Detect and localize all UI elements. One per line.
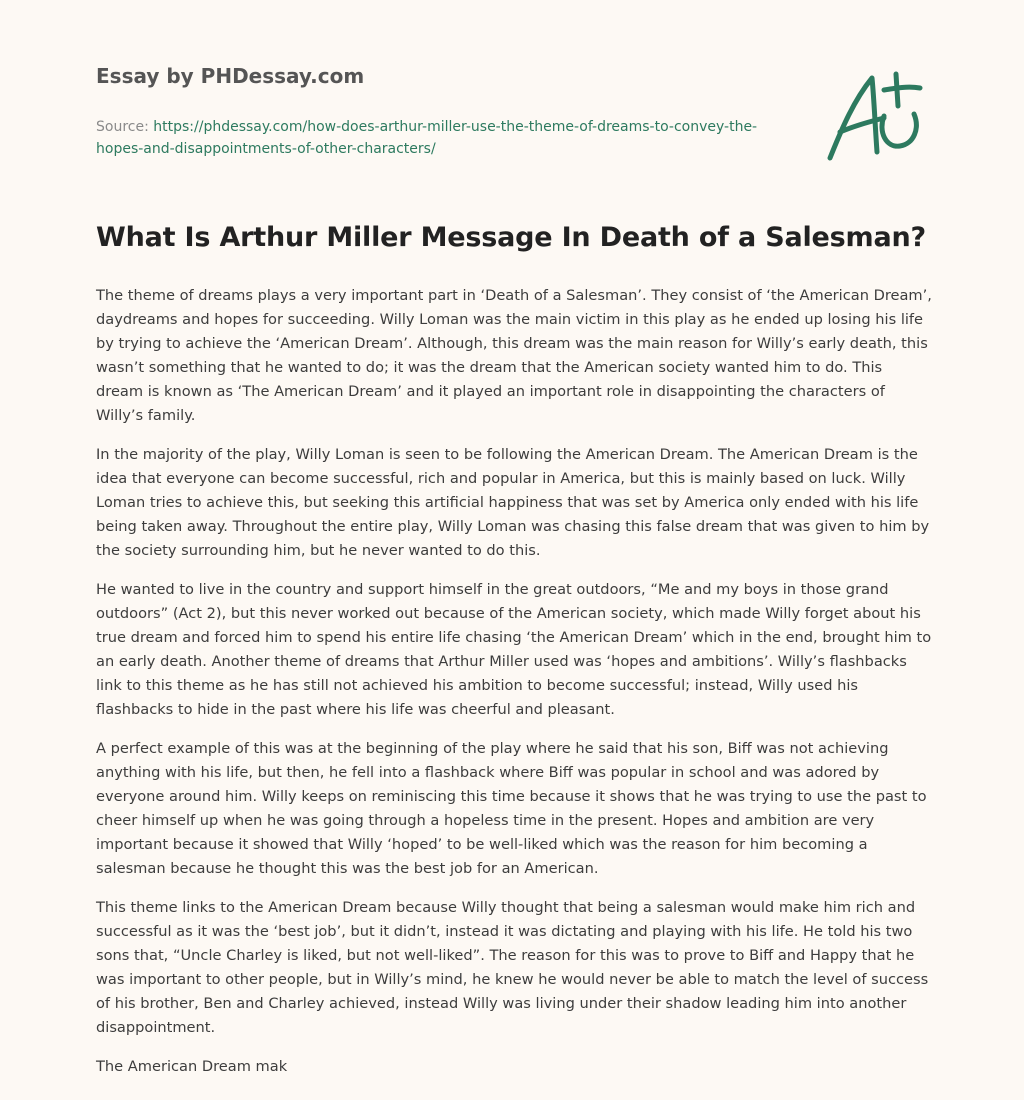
article-body [96, 284, 932, 1094]
article-paragraph: In the majority of the play, Willy Loman is seen to be following the American Dream. The American Dream is the idea that everyone can become successful, rich and popular in America, but this is mainly based on luck. Willy Loman tries to achieve this, but seeking this artificial happiness that was set by America only ended with his life being taken away. Throughout the entire play, Willy Loman was chasing this false dream that was given to him by the society surrounding him, but he never wanted to do this. [96, 446, 930, 559]
page-header [96, 64, 796, 160]
source-label: Source: [96, 119, 154, 135]
article-paragraph: The American Dream mak [96, 1058, 288, 1075]
a-plus-logo-svg [820, 66, 930, 166]
article-paragraph: A perfect example of this was at the beginning of the play where he said that his son, Biff was not achieving anything with his life, but then, he fell into a flashback where Biff was popular in school and was adored by everyone around him. Willy keeps on reminiscing this time because it shows that he was trying to use the past to cheer himself up when he was going through a hopeless time in the present. Hopes and ambition are very important because it showed that Willy ‘hoped’ to be well-liked which was the reason for him becoming a salesman because he thought this was the best job for an American. [96, 740, 927, 877]
brand-title: Essay by PHDessay.com [96, 64, 365, 88]
article-paragraph: He wanted to live in the country and support himself in the great outdoors, “Me and my boys in those grand outdoors” (Act 2), but this never worked out because of the American society, which made Willy forget about his true dream and forced him to spend his entire life chasing ‘the American Dream’ which in the end, brought him to an early death. Another theme of dreams that Arthur Miller used was ‘hopes and ambitions’. Willy’s flashbacks link to this theme as he has still not achieved his ambition to become successful; instead, Willy used his flashbacks to hide in the past where his life was cheerful and pleasant. [96, 581, 932, 718]
article-paragraph: The theme of dreams plays a very important part in ‘Death of a Salesman’. They consist of ‘the American Dream’, daydreams and hopes for succeeding. Willy Loman was the main victim in this play as he ended up losing his life by trying to achieve the ‘American Dream’. Although, this dream was the main reason for Willy’s early death, this wasn’t something that he wanted to do; it was the dream that the American society wanted him to do. This dream is known as ‘The American Dream’ and it played an important role in disappointing the characters of Willy’s family. [96, 287, 932, 424]
article-title: What Is Arthur Miller Message In Death of a Salesman? [96, 222, 926, 253]
source-line [96, 116, 796, 160]
a-plus-logo-icon [820, 66, 930, 166]
article-paragraph: This theme links to the American Dream because Willy thought that being a salesman would make him rich and successful as it was the ‘best job’, but it didn’t, instead it was dictating and playing with his life. He told his two sons that, “Uncle Charley is liked, but not well-liked”. The reason for this was to prove to Biff and Happy that he was important to other people, but in Willy’s mind, he knew he would never be able to match the level of success of his brother, Ben and Charley achieved, instead Willy was living under their shadow leading him into another disappointment. [96, 899, 929, 1036]
source-link[interactable]: https://phdessay.com/how-does-arthur-miller-use-the-theme-of-dreams-to-convey-the-hopes-and-disappointments-of-other-characters/ [96, 119, 758, 157]
